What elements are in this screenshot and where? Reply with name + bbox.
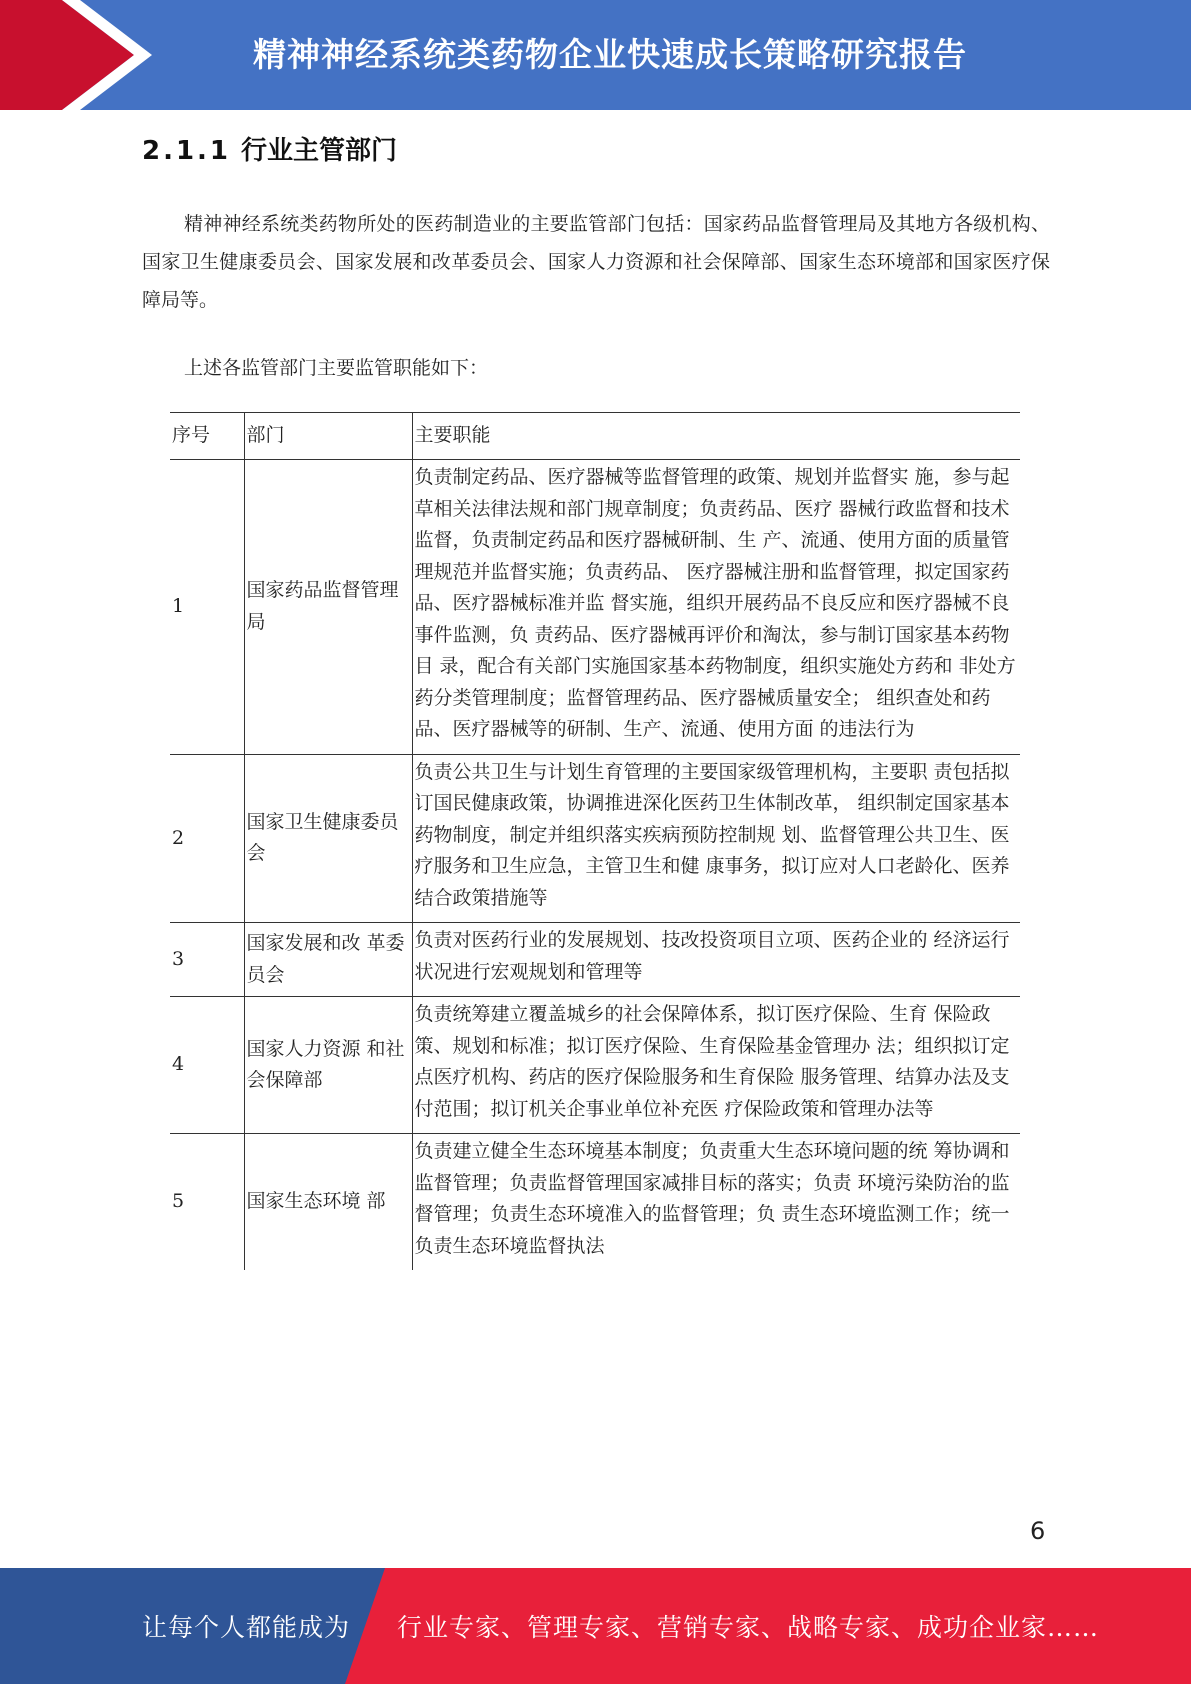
section-number: 2.1.1 [142, 136, 232, 166]
header-banner [0, 0, 1191, 110]
page-number: 6 [1030, 1517, 1046, 1545]
row-dept: 国家药品监督管理局 [244, 460, 412, 755]
row-dept: 国家卫生健康委员会 [244, 754, 412, 923]
row-dept: 国家生态环境 部 [244, 1134, 412, 1271]
table-row [170, 923, 1020, 997]
section-heading [142, 130, 397, 167]
header-func: 主要职能 [414, 424, 491, 447]
table-row [170, 754, 1020, 923]
report-title: 精神神经系统类药物企业快速成长策略研究报告 [253, 35, 967, 74]
row-no: 5 [170, 1134, 244, 1271]
table-row [170, 1134, 1020, 1271]
footer-banner [0, 1568, 1191, 1684]
row-no: 4 [170, 997, 244, 1134]
intro-paragraph: 精神神经系统类药物所处的医药制造业的主要监管部门包括：国家药品监督管理局及其地方各级机构、国家卫生健康委员会、国家发展和改革委员会、国家人力资源和社会保障部、国家生态环境部和国家医疗保障局等。 [142, 213, 1050, 311]
row-no: 3 [170, 923, 244, 997]
row-dept: 国家发展和改 革委员会 [244, 923, 412, 997]
header-no: 序号 [170, 413, 244, 460]
row-func: 负责制定药品、医疗器械等监督管理的政策、规划并监督实 施，参与起草相关法律法规和部门规章制度；负责药品、医疗 器械行政监督和技术监督，负责制定药品和医疗器械研制、生 产、流通、使用方面的质量管理规范并监督实施；负责药品、 医疗器械注册和监督管理，拟定国家药品、医疗器械标准并监 督实施，组织开展药品不良反应和医疗器械不良事件监测，负 责药品、医疗器械再评价和淘汰，参与制订国家基本药物目 录，配合有关部门实施国家基本药物制度，组织实施处方药和 非处方药分类管理制度；监督管理药品、医疗器械质量安全； 组织查处和药品、医疗器械等的研制、生产、流通、使用方面 的违法行为 [414, 466, 1016, 740]
table-row [170, 997, 1020, 1134]
row-no: 2 [170, 754, 244, 923]
row-dept: 国家人力资源 和社会保障部 [244, 997, 412, 1134]
row-func: 负责对医药行业的发展规划、技改投资项目立项、医药企业的 经济运行状况进行宏观规划和管理等 [414, 929, 1010, 983]
table-row [170, 460, 1020, 755]
regulators-table [170, 412, 1020, 1270]
row-func: 负责统筹建立覆盖城乡的社会保障体系，拟订医疗保险、生育 保险政策、规划和标准；拟订医疗保险、生育保险基金管理办 法；组织拟订定点医疗机构、药店的医疗保险服务和生育保险 服务管理、结算办法及支付范围；拟订机关企事业单位补充医 疗保险政策和管理办法等 [414, 1003, 1010, 1120]
row-func: 负责公共卫生与计划生育管理的主要国家级管理机构，主要职 责包括拟订国民健康政策，协调推进深化医药卫生体制改革， 组织制定国家基本药物制度，制定并组织落实疾病预防控制规 划、监督管理公共卫生、医疗服务和卫生应急，主管卫生和健 康事务，拟订应对人口老龄化、医养结合政策措施等 [414, 760, 1010, 909]
table-header-row [170, 413, 1020, 460]
footer-slogan-left: 让每个人都能成为 [142, 1613, 351, 1642]
row-no: 1 [170, 460, 244, 755]
header-dept: 部门 [244, 413, 412, 460]
table-lead-paragraph: 上述各监管部门主要监管职能如下： [184, 357, 489, 379]
footer-slogan-right: 行业专家、管理专家、营销专家、战略专家、成功企业家…… [397, 1613, 1100, 1642]
row-func: 负责建立健全生态环境基本制度；负责重大生态环境问题的统 筹协调和监督管理；负责监督管理国家减排目标的落实；负责 环境污染防治的监督管理；负责生态环境准入的监督管理；负 责生态环境监测工作；统一负责生态环境监督执法 [414, 1140, 1010, 1257]
section-title: 行业主管部门 [241, 136, 398, 166]
